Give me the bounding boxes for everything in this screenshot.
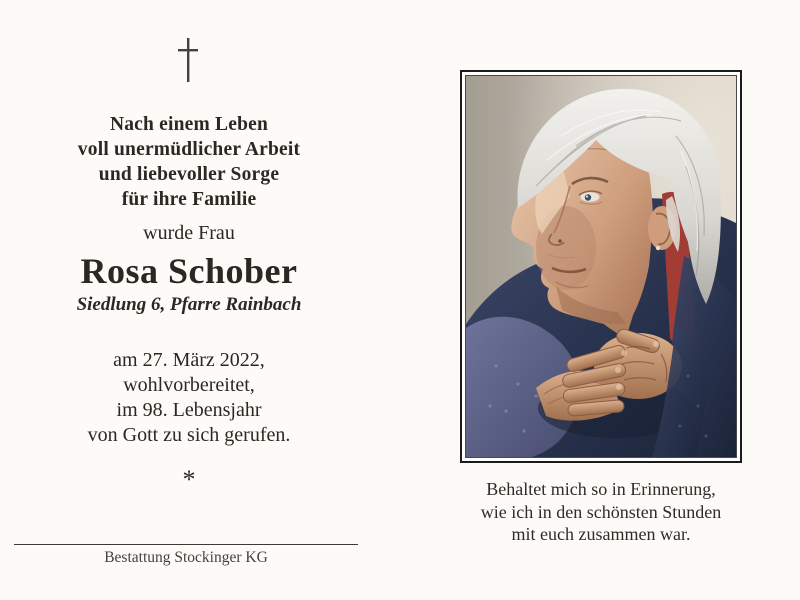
death-line: von Gott zu sich gerufen.	[87, 424, 291, 446]
address-line: Siedlung 6, Pfarre Rainbach	[76, 294, 302, 315]
card-right-panel	[400, 0, 800, 600]
death-line: am 27. März 2022,	[113, 349, 265, 371]
caption-line: mit euch zusammen war.	[511, 524, 691, 544]
deceased-name: Rosa Schober	[80, 251, 298, 291]
death-text	[0, 348, 378, 448]
photo-frame	[460, 70, 742, 463]
separator-star: *	[182, 465, 196, 494]
death-line: wohlvorbereitet,	[123, 374, 255, 396]
death-line: im 98. Lebensjahr	[116, 399, 262, 421]
intro-text	[0, 112, 378, 212]
portrait-photo	[465, 75, 737, 458]
funeral-home-label: Bestattung Stockinger KG	[104, 549, 268, 566]
caption-line: Behaltet mich so in Erinnerung,	[486, 479, 716, 499]
intro-line: Nach einem Leben	[109, 114, 269, 135]
intro-line: voll unermüdlicher Arbeit	[77, 139, 301, 160]
cross-icon	[175, 36, 201, 84]
intro-line: für ihre Familie	[121, 189, 257, 210]
intro-line: und liebevoller Sorge	[98, 164, 280, 185]
lead-in-text: wurde Frau	[143, 222, 235, 244]
caption-line: wie ich in den schönsten Stunden	[480, 501, 722, 522]
photo-caption	[410, 478, 792, 546]
divider-line	[14, 544, 358, 545]
